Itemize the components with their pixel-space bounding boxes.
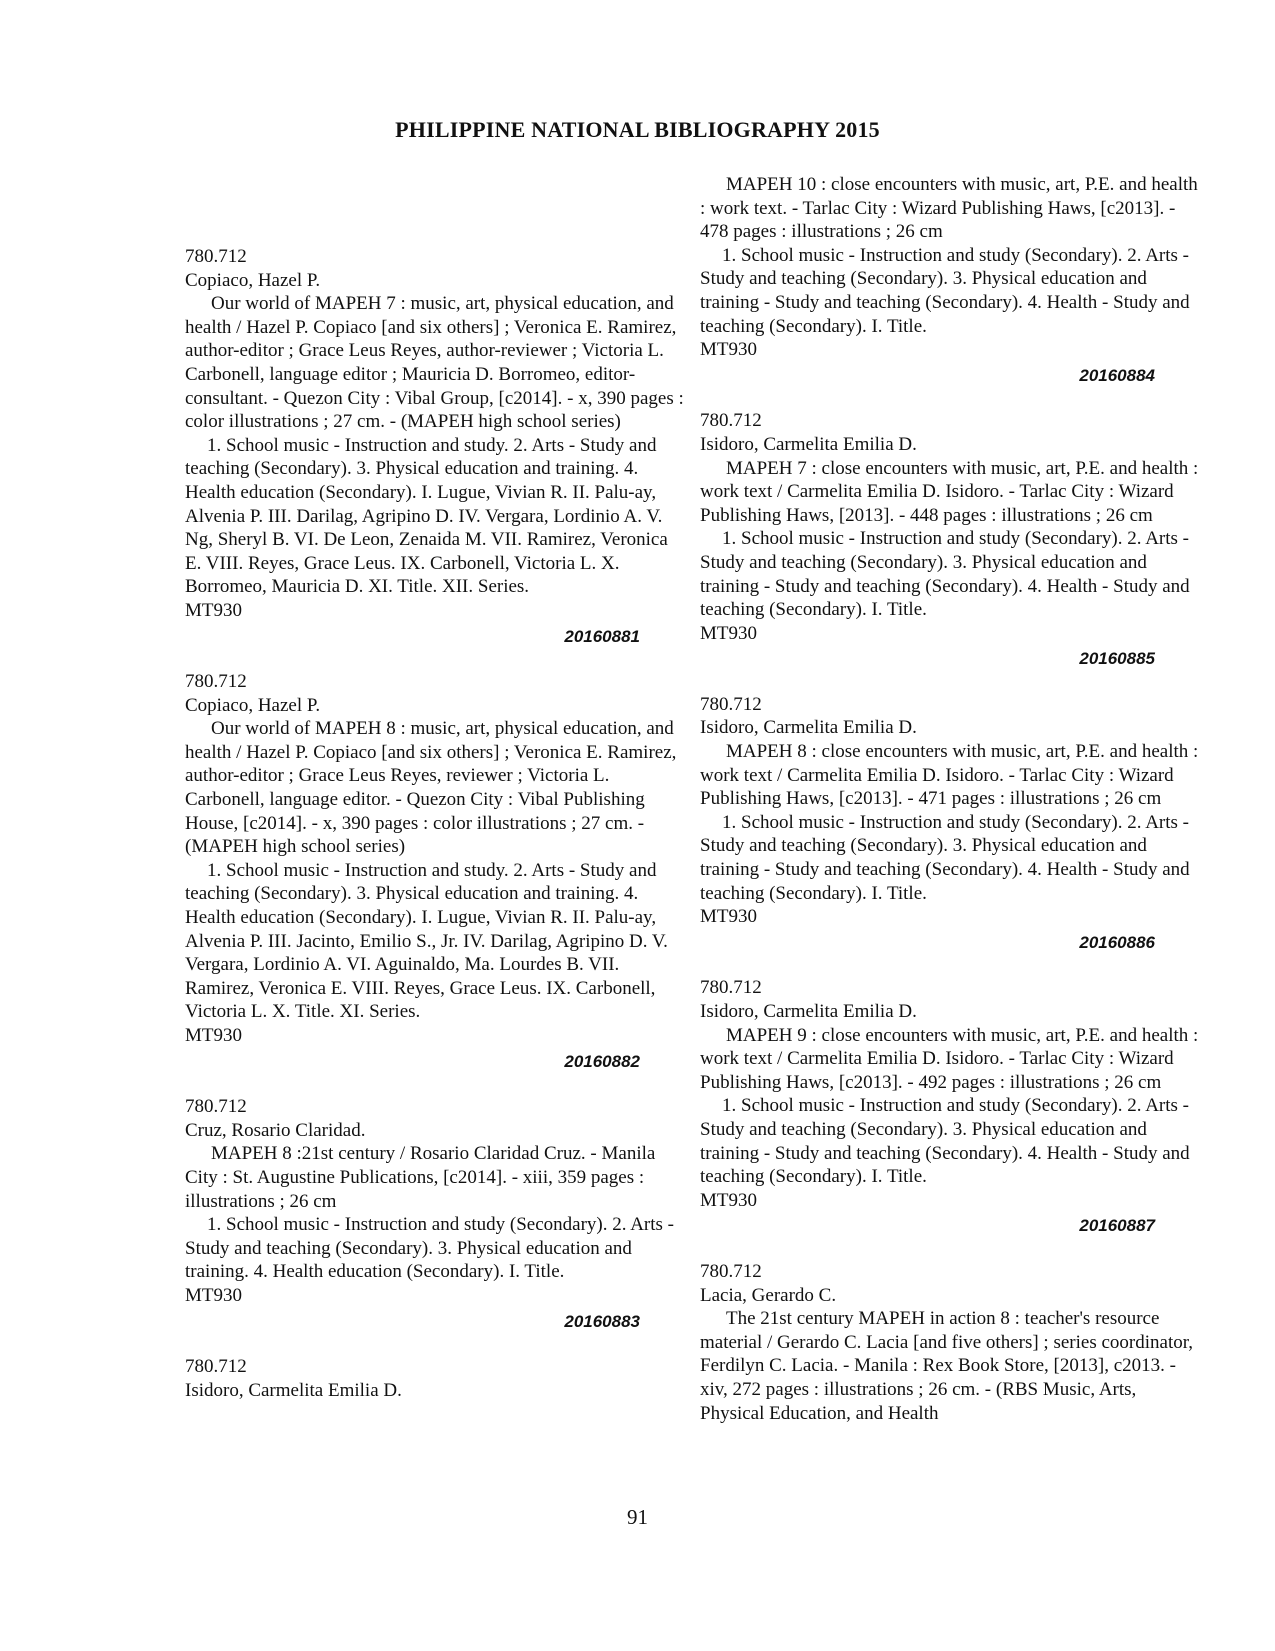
entry-subjects: 1. School music - Instruction and study. 2. Arts - Study and teaching (Secondary). 3. Physical education and training. 4. Health education (Secondary). I. Lugue, Vivian R. II. Palu-ay, Alvenia P. III. Darilag, Agripino D. IV. Vergara, Lordinio A. V. Ng, Sheryl B. VI. De Leon, Zenaida M. VII. Ramirez, Veronica E. VIII. Reyes, Grace Leus. IX. Carbonell, Victoria L. X. Borromeo, Mauricia D. XI. Title. XII. Series.	[185, 434, 668, 598]
record-id: 20160886	[1079, 932, 1155, 952]
bibliographic-entry	[185, 245, 685, 648]
entry-author: Lacia, Gerardo C.	[700, 1284, 837, 1306]
entry-author: Isidoro, Carmelita Emilia D.	[185, 1379, 402, 1401]
bibliographic-entry	[700, 173, 1200, 387]
entry-title: MAPEH 8 : close encounters with music, art, P.E. and health : work text / Carmelita Emilia D. Isidoro. - Tarlac City : Wizard Publishing Haws, [c2013]. - 471 pages : illustrations ; 26 cm	[700, 741, 1199, 810]
lc-number: MT930	[185, 1284, 242, 1306]
page-number: 91	[627, 1505, 648, 1529]
entry-title: Our world of MAPEH 8 : music, art, physical education, and health / Hazel P. Copiaco [and six others] ; Veronica E. Ramirez, author-editor ; Grace Leus Reyes, reviewer ; Victoria L. Carbonell, language editor. - Quezon City : Vibal Publishing House, [c2014]. - x, 390 pages : color illustrations ; 27 cm. - (MAPEH high school series)	[185, 718, 677, 858]
entry-subjects: 1. School music - Instruction and study (Secondary). 2. Arts - Study and teaching (Secondary). 3. Physical education and training - Study and teaching (Secondary). 4. Health - Study and teaching (Secondary). I. Title.	[700, 244, 1190, 337]
class-number: 780.712	[185, 1356, 247, 1378]
entry-author: Isidoro, Carmelita Emilia D.	[700, 433, 917, 455]
class-number: 780.712	[185, 246, 247, 267]
entry-subjects: 1. School music - Instruction and study. 2. Arts - Study and teaching (Secondary). 3. Physical education and training. 4. Health education (Secondary). I. Lugue, Vivian R. II. Palu-ay, Alvenia P. III. Jacinto, Emilio S., Jr. IV. Darilag, Agripino D. V. Vergara, Lordinio A. VI. Aguinaldo, Ma. Lourdes B. VII. Ramirez, Veronica E. VIII. Reyes, Grace Leus. IX. Carbonell, Victoria L. X. Title. XI. Series.	[185, 859, 668, 1023]
lc-number: MT930	[185, 1025, 242, 1046]
bibliographic-entry	[700, 693, 1200, 955]
class-number: 780.712	[185, 1096, 247, 1118]
lc-number: MT930	[700, 339, 757, 361]
lc-number: MT930	[700, 1189, 757, 1211]
entry-title: MAPEH 8 :21st century / Rosario Claridad Cruz. - Manila City : St. Augustine Publications, [c2014]. - xiii, 359 pages : illustrations ; 26 cm	[185, 1143, 656, 1212]
bibliographic-entry	[185, 1095, 685, 1333]
entry-subjects: 1. School music - Instruction and study (Secondary). 2. Arts - Study and teaching (Secondary). 3. Physical education and training - Study and teaching (Secondary). 4. Health - Study and teaching (Secondary). I. Title.	[700, 1095, 1190, 1188]
entry-author: Isidoro, Carmelita Emilia D.	[700, 717, 917, 739]
bibliographic-entry	[185, 1355, 685, 1402]
left-column	[185, 245, 685, 1402]
entry-title: Our world of MAPEH 7 : music, art, physical education, and health / Hazel P. Copiaco [and six others] ; Veronica E. Ramirez, author-editor ; Grace Leus Reyes, author-reviewer ; Victoria L. Carbonell, language editor ; Mauricia D. Borromeo, editor-consultant. - Quezon City : Vibal Group, [c2014]. - x, 390 pages : color illustrations ; 27 cm. - (MAPEH high school series)	[185, 293, 684, 433]
record-id: 20160884	[1079, 365, 1155, 385]
record-id: 20160885	[1079, 649, 1155, 669]
bibliographic-entry	[700, 409, 1200, 671]
entry-author: Copiaco, Hazel P.	[185, 694, 321, 716]
entry-title: MAPEH 10 : close encounters with music, art, P.E. and health : work text. - Tarlac City : Wizard Publishing Haws, [c2013]. - 478 pages : illustrations ; 26 cm	[700, 174, 1198, 243]
record-id: 20160882	[564, 1051, 640, 1071]
page-title: PHILIPPINE NATIONAL BIBLIOGRAPHY 2015	[395, 117, 880, 142]
bibliographic-entry	[700, 976, 1200, 1238]
record-id: 20160883	[564, 1311, 640, 1331]
class-number: 780.712	[700, 1260, 762, 1282]
entry-subjects: 1. School music - Instruction and study (Secondary). 2. Arts - Study and teaching (Secondary). 3. Physical education and training - Study and teaching (Secondary). 4. Health - Study and teaching (Secondary). I. Title.	[700, 528, 1190, 621]
entry-author: Copiaco, Hazel P.	[185, 269, 321, 291]
right-column	[700, 173, 1200, 1425]
class-number: 780.712	[185, 671, 247, 693]
record-id: 20160887	[1079, 1216, 1155, 1236]
class-number: 780.712	[700, 977, 762, 999]
entry-author: Isidoro, Carmelita Emilia D.	[700, 1001, 917, 1022]
entry-subjects: 1. School music - Instruction and study (Secondary). 2. Arts - Study and teaching (Secondary). 3. Physical education and training. 4. Health education (Secondary). I. Title.	[185, 1214, 675, 1283]
bibliographic-entry	[700, 1260, 1200, 1425]
entry-title: The 21st century MAPEH in action 8 : teacher's resource material / Gerardo C. Lacia [and five others] ; series coordinator, Ferdilyn C. Lacia. - Manila : Rex Book Store, [2013], c2013. - xiv, 272 pages : illustrations ; 26 cm. - (RBS Music, Arts, Physical Education, and Health	[700, 1308, 1194, 1424]
entry-subjects: 1. School music - Instruction and study (Secondary). 2. Arts - Study and teaching (Secondary). 3. Physical education and training - Study and teaching (Secondary). 4. Health - Study and teaching (Secondary). I. Title.	[700, 811, 1190, 904]
entry-title: MAPEH 9 : close encounters with music, art, P.E. and health : work text / Carmelita Emilia D. Isidoro. - Tarlac City : Wizard Publishing Haws, [c2013]. - 492 pages : illustrations ; 26 cm	[700, 1024, 1199, 1093]
record-id: 20160881	[564, 626, 640, 646]
entry-author: Cruz, Rosario Claridad.	[185, 1119, 366, 1141]
lc-number: MT930	[700, 906, 757, 928]
lc-number: MT930	[700, 622, 757, 644]
lc-number: MT930	[185, 599, 242, 621]
class-number: 780.712	[700, 410, 762, 432]
entry-title: MAPEH 7 : close encounters with music, art, P.E. and health : work text / Carmelita Emilia D. Isidoro. - Tarlac City : Wizard Publishing Haws, [2013]. - 448 pages : illustrations ; 26 cm	[700, 457, 1199, 526]
bibliographic-entry	[185, 670, 685, 1073]
class-number: 780.712	[700, 693, 762, 715]
